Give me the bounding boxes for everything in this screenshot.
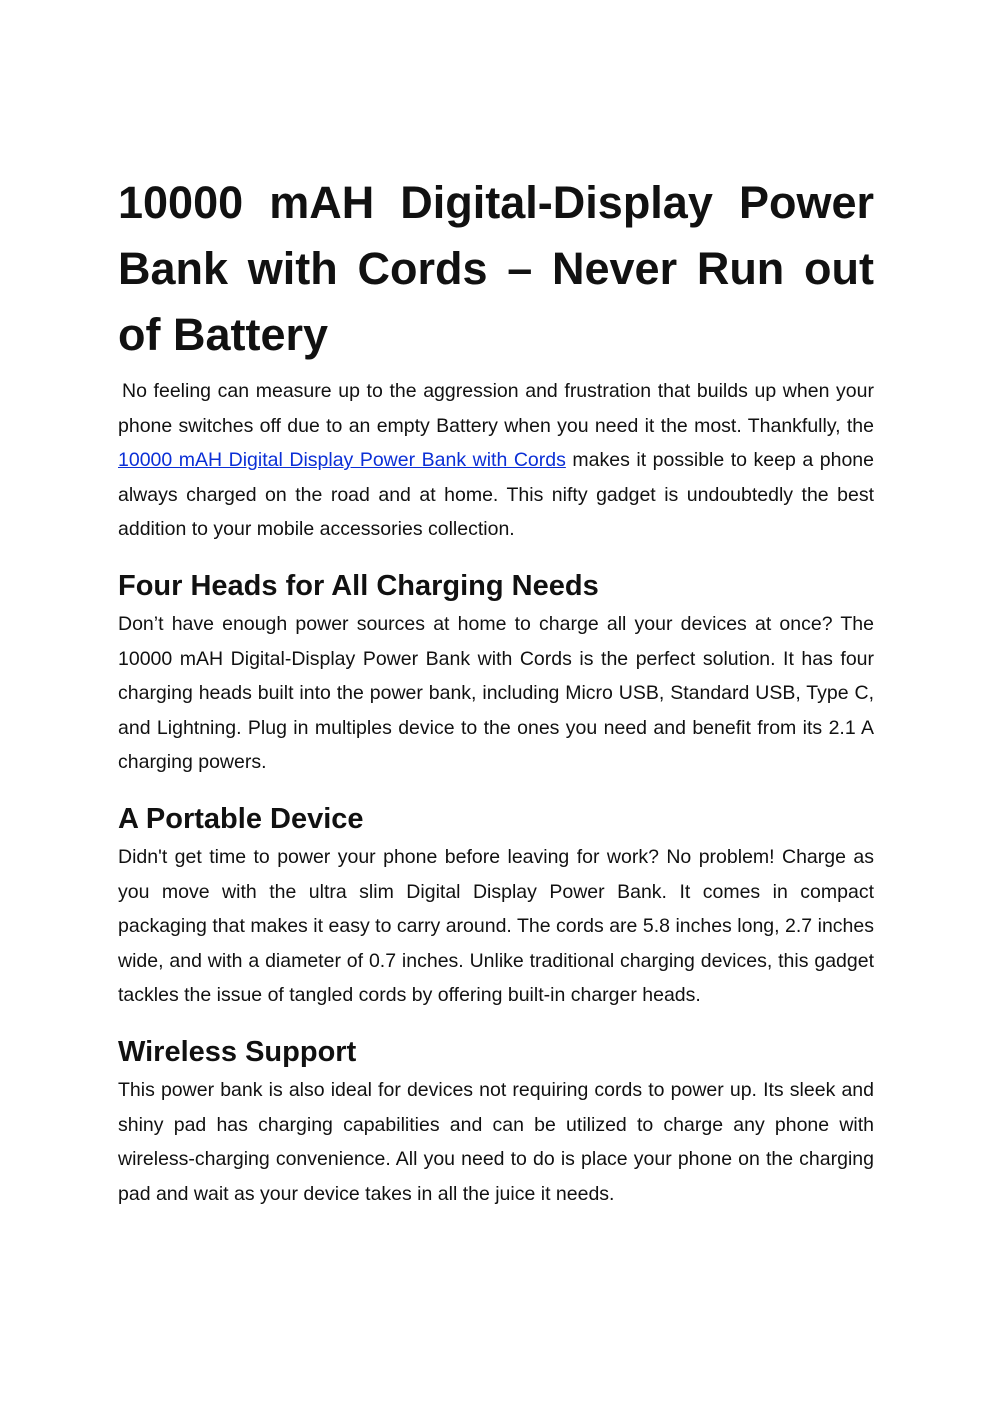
intro-text-after-link: makes it possible to keep a phone always charged on the road and at home. This nifty gadget is undoubtedly the best addition to your mobile accessories collection. xyxy=(118,449,874,541)
section-body: Don’t have enough power sources at home to charge all your devices at once? The 10000 mAH Digital-Display Power Bank with Cords is the perfect solution. It has four charging heads built into the power bank, including Micro USB, Standard USB, Type C, and Lightning. Plug in multiples device to the ones you need and benefit from its 2.1 A charging powers. xyxy=(118,612,874,774)
section-portable-device xyxy=(118,801,874,1013)
section-body: This power bank is also ideal for devices not requiring cords to power up. Its sleek and shiny pad has charging capabilities and can be utilized to charge any phone with wireless-charging convenience. All you need to do is place your phone on the charging pad and wait as your device takes in all the juice it needs. xyxy=(118,1078,874,1205)
intro-text-before-link: No feeling can measure up to the aggression and frustration that builds up when your phone switches off due to an empty Battery when you need it the most. Thankfully, the xyxy=(118,380,874,437)
section-body: Didn't get time to power your phone before leaving for work? No problem! Charge as you move with the ultra slim Digital Display Power Bank. It comes in compact packaging that makes it easy to carry around. The cords are 5.8 inches long, 2.7 inches wide, and with a diameter of 0.7 inches. Unlike traditional charging devices, this gadget tackles the issue of tangled cords by offering built-in charger heads. xyxy=(118,845,874,1007)
intro-paragraph xyxy=(118,374,874,547)
section-four-heads xyxy=(118,568,874,780)
article-title: 10000 mAH Digital-Display Power Bank with Cords – Never Run out of Battery xyxy=(118,177,874,360)
section-wireless-support xyxy=(118,1034,874,1211)
document-page xyxy=(118,170,874,1211)
section-heading: A Portable Device xyxy=(118,802,364,835)
section-heading: Wireless Support xyxy=(118,1035,357,1068)
product-link[interactable]: 10000 mAH Digital Display Power Bank with Cords xyxy=(118,449,566,472)
section-heading: Four Heads for All Charging Needs xyxy=(118,569,599,602)
